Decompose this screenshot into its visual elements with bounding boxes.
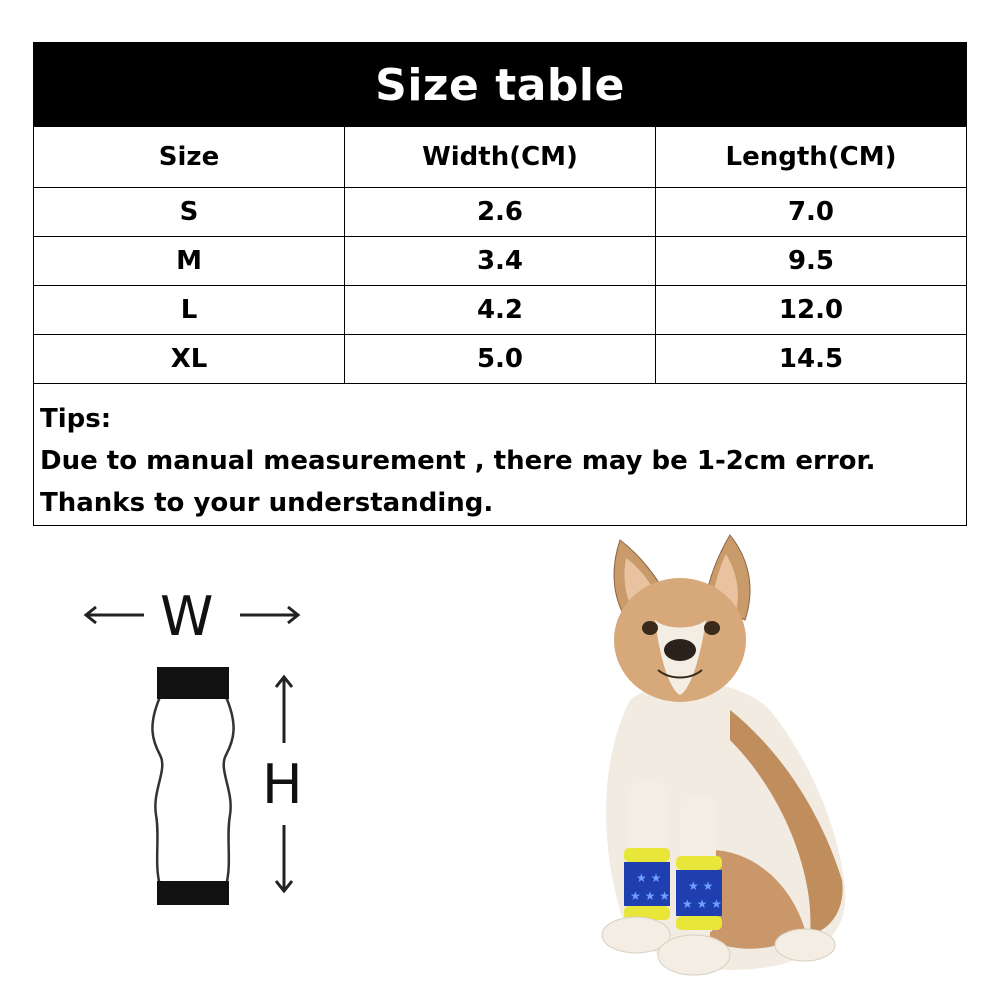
height-arrow-down [276,825,292,891]
header-length: Length(CM) [655,127,966,187]
table-row [34,334,966,383]
dog-product-photo [560,530,870,990]
tips-heading: Tips: [40,404,112,434]
width-arrow-right [240,607,298,623]
svg-text:★ ★: ★ ★ [636,871,662,885]
cell-size: XL [170,344,208,374]
sleeve-outline [152,697,233,885]
table-row [34,187,966,236]
cell-length: 7.0 [655,188,966,236]
tips-line-1: Due to manual measurement , there may be 1-2cm error. [40,446,876,476]
svg-text:★ ★: ★ ★ [688,879,714,893]
cell-width: 4.2 [344,286,655,334]
width-arrow-left [86,607,144,623]
cell-length: 9.5 [655,237,966,285]
table-row [34,285,966,334]
cell-width: 2.6 [344,188,655,236]
height-arrow-up [276,677,292,743]
leg-warmer-right [676,856,722,930]
table-title: Size table [34,43,966,127]
cell-width: 5.0 [344,335,655,383]
cell-size: M [176,246,202,276]
sleeve-bottom-band [157,881,229,905]
table-header-row [34,127,966,187]
cell-size: S [179,197,199,227]
svg-text:★ ★ ★: ★ ★ ★ [682,897,722,911]
size-table [33,42,967,526]
width-label: W [160,585,214,648]
header-size: Size [158,142,220,172]
cell-width: 3.4 [344,237,655,285]
cell-length: 12.0 [655,286,966,334]
tips-line-2: Thanks to your understanding. [40,488,494,518]
svg-text:★ ★ ★: ★ ★ ★ [630,889,670,903]
leg-warmer-left [624,848,670,920]
cell-size: L [180,295,198,325]
header-width: Width(CM) [344,127,655,187]
table-row [34,236,966,285]
cell-length: 14.5 [655,335,966,383]
tips-section [34,383,966,525]
sleeve-diagram [70,575,340,915]
dog-nose [664,639,696,661]
height-label: H [262,753,303,816]
sleeve-top-band [157,667,229,699]
dog-illustration [560,530,870,990]
